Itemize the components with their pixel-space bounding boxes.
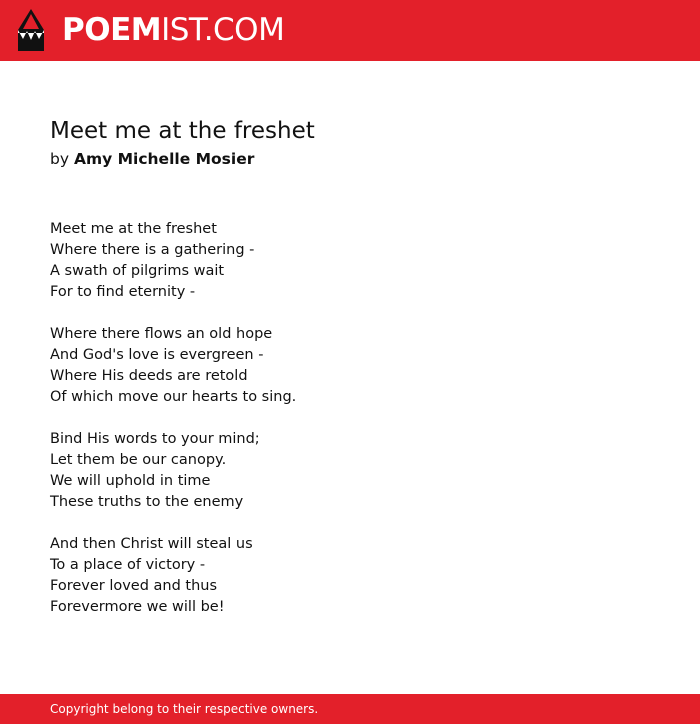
- poem-line: Forever loved and thus: [50, 578, 218, 594]
- poem-line: To a place of victory -: [50, 557, 206, 573]
- poem-line: And God's love is evergreen -: [50, 347, 264, 363]
- author-name: Amy Michelle Mosier: [73, 150, 255, 168]
- poem-line: And then Christ will steal us: [50, 536, 253, 552]
- by-label: by: [50, 150, 70, 168]
- site-footer: [0, 694, 700, 724]
- poem-line: Of which move our hearts to sing.: [50, 389, 297, 405]
- poem-line: We will uphold in time: [50, 473, 211, 489]
- stanza: [50, 534, 296, 618]
- poem-line: Meet me at the freshet: [50, 221, 217, 237]
- copyright-text: Copyright belong to their respective owners.: [50, 702, 319, 716]
- poem-body: [50, 219, 296, 639]
- poem-line: Where there flows an old hope: [50, 326, 273, 342]
- logo-light-text: IST.COM: [161, 12, 285, 48]
- pencil-icon[interactable]: [17, 9, 45, 51]
- poem-line: A swath of pilgrims wait: [50, 263, 225, 279]
- poem-line: Where there is a gathering -: [50, 242, 255, 258]
- stanza: [50, 219, 296, 303]
- poem-line: Bind His words to your mind;: [50, 431, 260, 447]
- poem-line: These truths to the enemy: [50, 494, 244, 510]
- site-header: [0, 0, 700, 61]
- poem-line: Forevermore we will be!: [50, 599, 225, 615]
- poem-line: For to find eternity -: [50, 284, 196, 300]
- poem-title: Meet me at the freshet: [50, 118, 315, 144]
- poem-line: Where His deeds are retold: [50, 368, 248, 384]
- logo-bold-text: POEM: [62, 12, 162, 48]
- poem-byline: [50, 149, 254, 169]
- stanza: [50, 429, 296, 513]
- poem-line: Let them be our canopy.: [50, 452, 227, 468]
- stanza: [50, 324, 296, 408]
- site-logo-link[interactable]: [62, 12, 284, 48]
